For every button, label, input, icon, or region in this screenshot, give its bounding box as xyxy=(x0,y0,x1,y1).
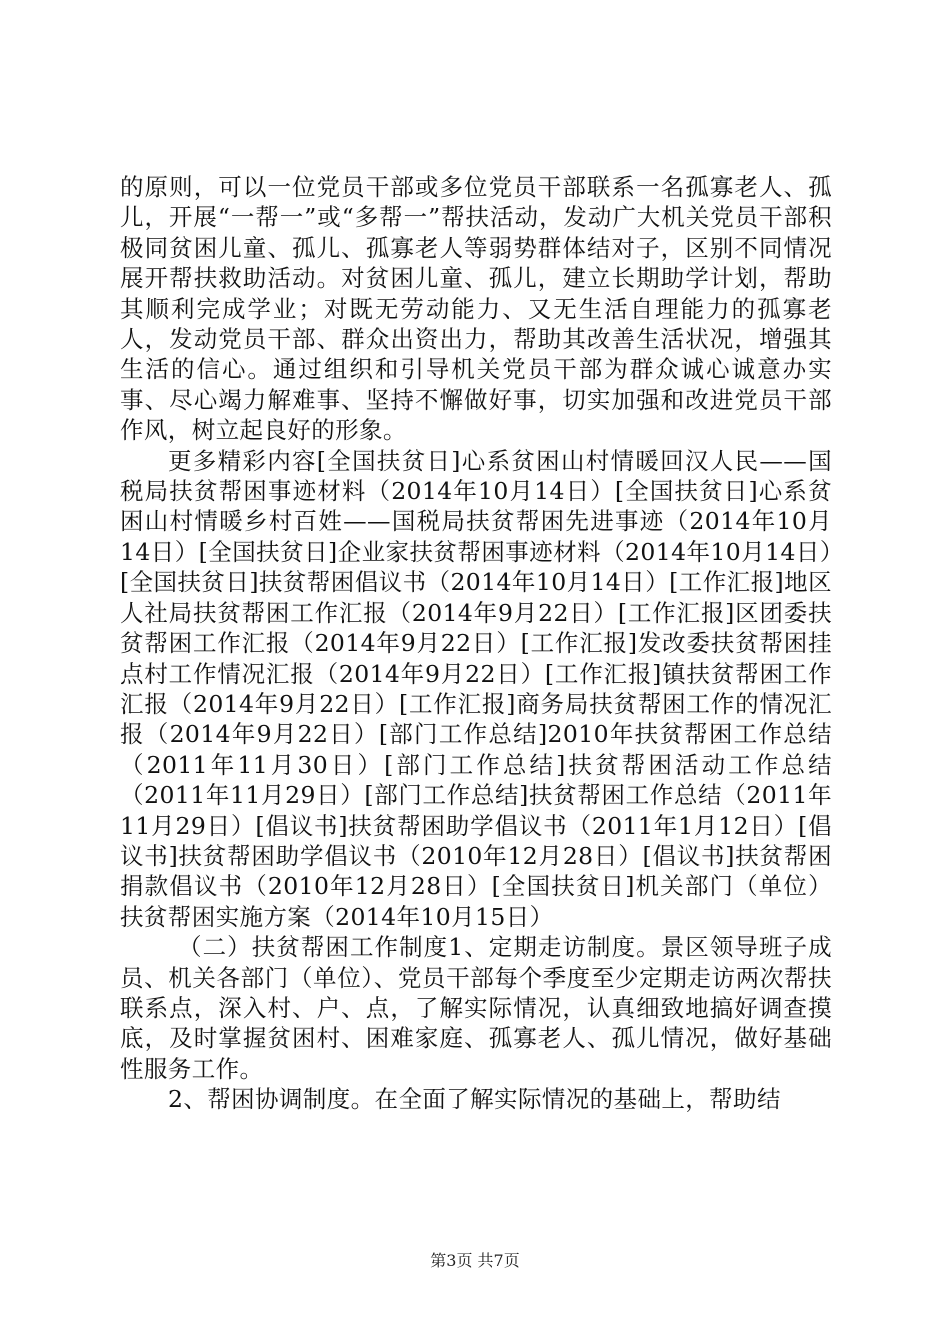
page-number-footer: 第3页 共7页 xyxy=(430,1251,520,1270)
paragraph-coordination: 2、帮困协调制度。在全面了解实际情况的基础上，帮助结 xyxy=(168,1085,781,1114)
document-body xyxy=(120,172,832,1115)
paragraph-more-content: 更多精彩内容[全国扶贫日]心系贫困山村情暖回汉人民——国税局扶贫帮困事迹材料（2014年10月14日）[全国扶贫日]心系贫困山村情暖乡村百姓——国税局扶贫帮困先进事迹（2014年10月14日）[全国扶贫日]企业家扶贫帮困事迹材料（2014年10月14日）[全国扶贫日]扶贫帮困倡议书（2014年10月14日）[工作汇报]地区人社局扶贫帮困工作汇报（2014年9月22日）[工作汇报]区团委扶贫帮困工作汇报（2014年9月22日）[工作汇报]发改委扶贫帮困挂点村工作情况汇报（2014年9月22日）[工作汇报]镇扶贫帮困工作汇报（2014年9月22日）[工作汇报]商务局扶贫帮困工作的情况汇报（2014年9月22日）[部门工作总结]2010年扶贫帮困工作总结（2011年11月30日）[部门工作总结]扶贫帮困活动工作总结（2011年11月29日）[部门工作总结]扶贫帮困工作总结（2011年11月29日）[倡议书]扶贫帮困助学倡议书（2011年1月12日）[倡议书]扶贫帮困助学倡议书（2010年12月28日）[倡议书]扶贫帮困捐款倡议书（2010年12月28日）[全国扶贫日]机关部门（单位）扶贫帮困实施方案（2014年10月15日） xyxy=(120,446,832,931)
paragraph-work-system: （二）扶贫帮困工作制度1、定期走访制度。景区领导班子成员、机关各部门（单位）、党员干部每个季度至少定期走访两次帮扶联系点，深入村、户、点，了解实际情况，认真细致地搞好调查摸底，及时掌握贫困村、困难家庭、孤寡老人、孤儿情况，做好基础性服务工作。 xyxy=(120,933,832,1083)
paragraph-principle: 的原则，可以一位党员干部或多位党员干部联系一名孤寡老人、孤儿，开展“一帮一”或“多帮一”帮扶活动，发动广大机关党员干部积极同贫困儿童、孤儿、孤寡老人等弱势群体结对子，区别不同情况展开帮扶救助活动。对贫困儿童、孤儿，建立长期助学计划，帮助其顺利完成学业；对既无劳动能力、又无生活自理能力的孤寡老人，发动党员干部、群众出资出力，帮助其改善生活状况，增强其生活的信心。通过组织和引导机关党员干部为群众诚心诚意办实事、尽心竭力解难事、坚持不懈做好事，切实加强和改进党员干部作风，树立起良好的形象。 xyxy=(120,173,832,445)
